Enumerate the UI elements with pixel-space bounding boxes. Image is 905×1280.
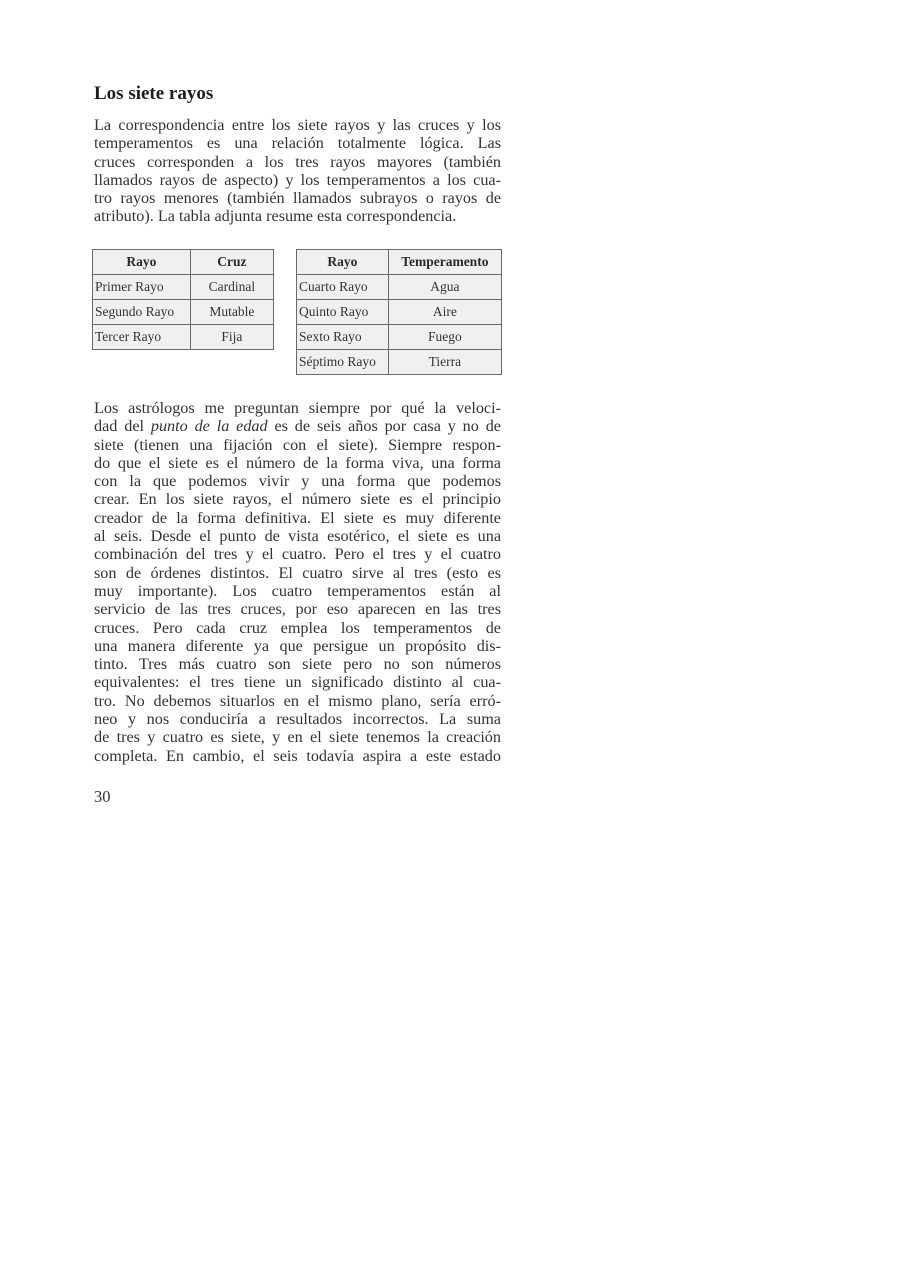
- column-header-temperamento: Temperamento: [388, 250, 501, 275]
- text-line: muy importante). Los cuatro temperamentos están al: [94, 581, 501, 600]
- text-line: equivalentes: el tres tiene un significado distinto al cua-: [94, 673, 501, 692]
- page-number: 30: [94, 787, 111, 806]
- table-row: [297, 350, 502, 375]
- column-header-rayo: Rayo: [297, 250, 389, 275]
- rayos-cruces-table: [92, 249, 274, 350]
- emphasized-term: punto de la edad: [150, 417, 268, 436]
- text-line: servicio de las tres cruces, por eso aparecen en las tres: [94, 600, 501, 619]
- text-line: siete (tienen una fijación con el siete). Siempre respon-: [94, 435, 501, 454]
- table-cell-temperamento: Fuego: [388, 325, 501, 350]
- table-row: [297, 275, 502, 300]
- table-row: [93, 325, 274, 350]
- text-line: creador de la forma definitiva. El siete es muy diferente: [94, 508, 501, 527]
- text-run: dad del: [94, 417, 151, 436]
- table-cell-rayo: Quinto Rayo: [297, 300, 389, 325]
- table-header-row: [297, 250, 502, 275]
- text-line-with-emphasis: [94, 417, 501, 435]
- table-row: [297, 325, 502, 350]
- table-cell-rayo: Primer Rayo: [93, 275, 191, 300]
- text-run: es de seis años por casa y no de: [267, 417, 501, 436]
- text-line: cruces corresponden a los tres rayos mayores (también: [94, 152, 501, 171]
- text-line: al seis. Desde el punto de vista esotérico, el siete es una: [94, 527, 501, 546]
- body-paragraph: [94, 399, 501, 765]
- text-line: tro rayos menores (también llamados subrayos o rayos de: [94, 189, 501, 208]
- table-cell-cruz: Cardinal: [190, 275, 273, 300]
- text-line: tro. No debemos situarlos en el mismo plano, sería erró-: [94, 691, 501, 710]
- table-cell-temperamento: Aire: [388, 300, 501, 325]
- table-row: [93, 300, 274, 325]
- table-header-row: [93, 250, 274, 275]
- text-line: completa. En cambio, el seis todavía aspira a este estado: [94, 746, 501, 765]
- intro-paragraph: [94, 116, 501, 226]
- text-line: crear. En los siete rayos, el número siete es el principio: [94, 490, 501, 509]
- table-cell-temperamento: Agua: [388, 275, 501, 300]
- text-line: de tres y cuatro es siete, y en el siete tenemos la creación: [94, 728, 501, 747]
- text-line: cruces. Pero cada cruz emplea los temperamentos de: [94, 618, 501, 637]
- column-header-rayo: Rayo: [93, 250, 191, 275]
- table-cell-rayo: Segundo Rayo: [93, 300, 191, 325]
- text-line: atributo). La tabla adjunta resume esta correspondencia.: [94, 207, 457, 226]
- column-header-cruz: Cruz: [190, 250, 273, 275]
- text-line: llamados rayos de aspecto) y los temperamentos a los cua-: [94, 170, 501, 189]
- text-line: con la que podemos vivir y una forma que podemos: [94, 472, 501, 491]
- table-cell-rayo: Cuarto Rayo: [297, 275, 389, 300]
- text-line: temperamentos es una relación totalmente lógica. Las: [94, 134, 501, 153]
- text-line: do que el siete es el número de la forma viva, una forma: [94, 453, 501, 472]
- rayos-temperamentos-table: [296, 249, 502, 375]
- table-cell-rayo: Sexto Rayo: [297, 325, 389, 350]
- text-line: neo y nos conduciría a resultados incorrectos. La suma: [94, 710, 501, 729]
- text-line: combinación del tres y el cuatro. Pero el tres y el cuatro: [94, 545, 501, 564]
- table-cell-temperamento: Tierra: [388, 350, 501, 375]
- table-cell-cruz: Fija: [190, 325, 273, 350]
- section-title: Los siete rayos: [94, 83, 214, 104]
- text-line: tinto. Tres más cuatro son siete pero no son números: [94, 655, 501, 674]
- table-row: [93, 275, 274, 300]
- text-line: una manera diferente ya que persigue un propósito dis-: [94, 636, 501, 655]
- table-cell-cruz: Mutable: [190, 300, 273, 325]
- text-line: Los astrólogos me preguntan siempre por qué la veloci-: [94, 399, 501, 417]
- text-line: La correspondencia entre los siete rayos y las cruces y los: [94, 116, 501, 134]
- text-line: son de órdenes distintos. El cuatro sirve al tres (esto es: [94, 563, 501, 582]
- table-row: [297, 300, 502, 325]
- table-cell-rayo: Séptimo Rayo: [297, 350, 389, 375]
- table-cell-rayo: Tercer Rayo: [93, 325, 191, 350]
